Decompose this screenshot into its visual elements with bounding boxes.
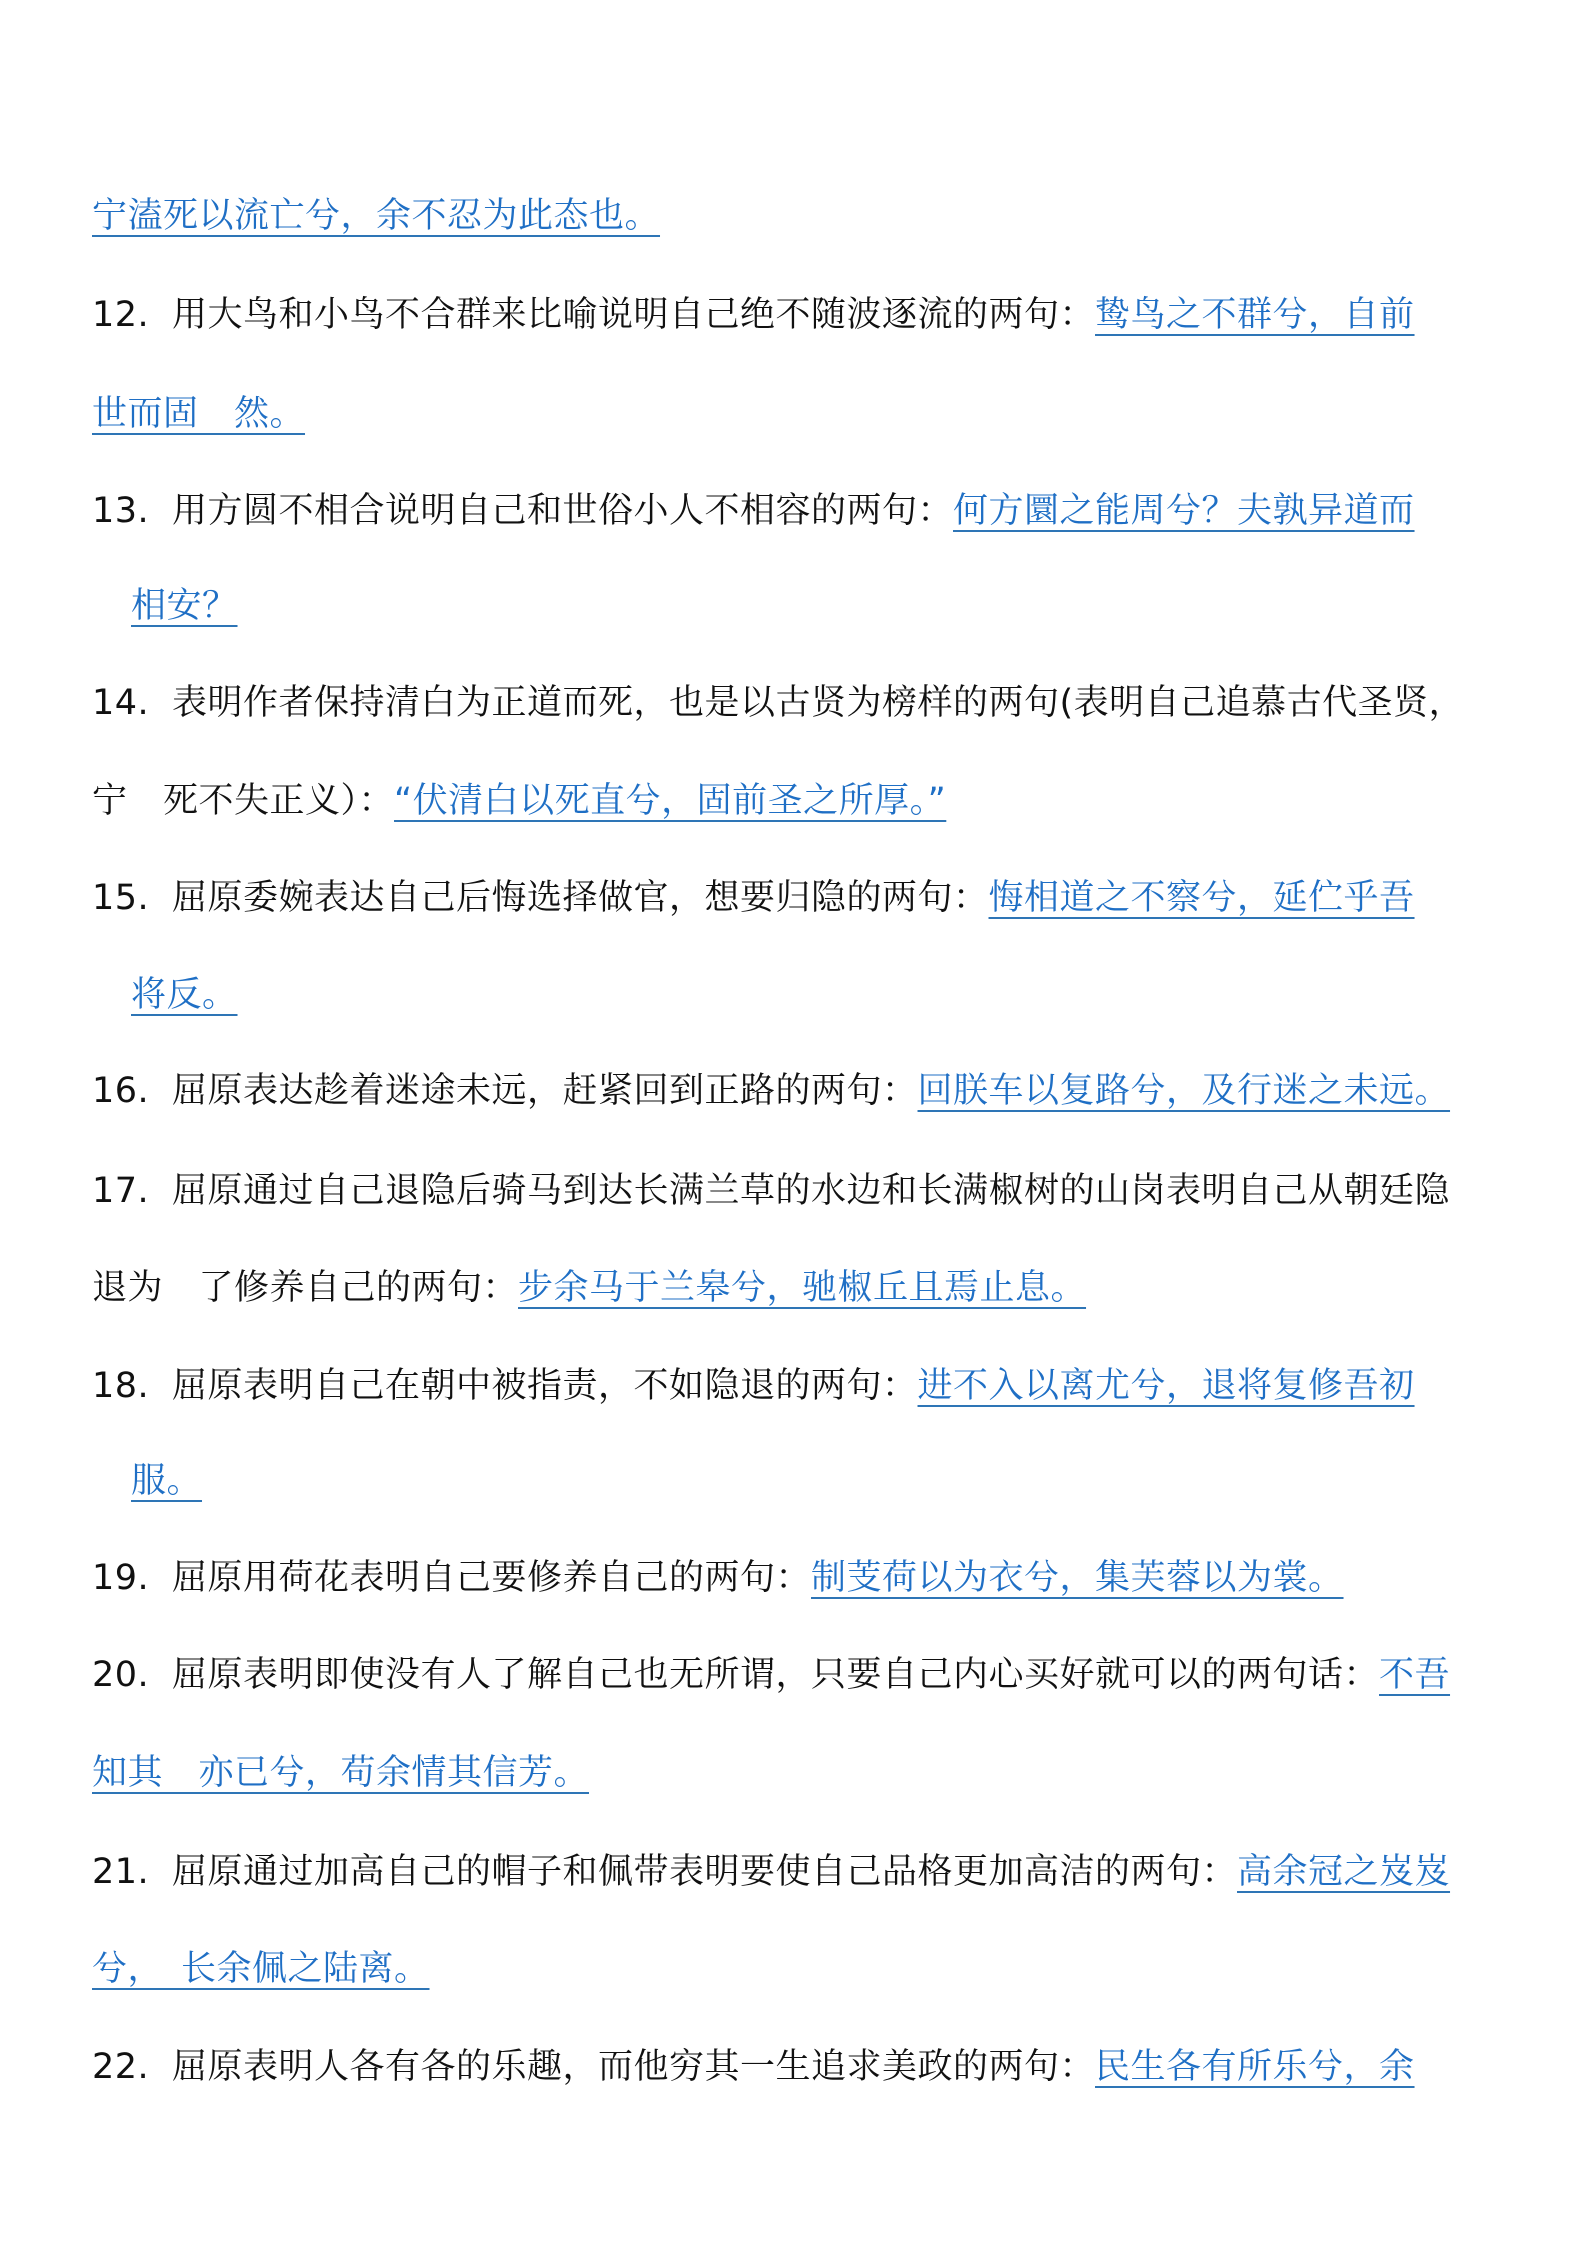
item-number: 18. xyxy=(92,1366,150,1406)
question-text: 退为 了修养自己的两句： xyxy=(92,1268,519,1308)
continuation-line xyxy=(92,391,323,437)
item-number: 17. xyxy=(92,1171,150,1211)
answer-text: 悔相道之不察兮，延伫乎吾 xyxy=(988,878,1415,918)
answer-text: 世而固 然。 xyxy=(92,394,306,434)
answer-text: 兮， 长余佩之陆离。 xyxy=(92,1949,430,1989)
item-number: 20. xyxy=(92,1655,150,1695)
answer-text: 不吾 xyxy=(1379,1655,1451,1695)
answer-text: 何方圜之能周兮？夫孰异道而 xyxy=(953,491,1415,531)
continuation-line xyxy=(92,778,964,824)
continuation-line xyxy=(92,1946,448,1992)
question-text: 屈原表明人各有各的乐趣，而他穷其一生追求美政的两句： xyxy=(172,2047,1096,2087)
question-text: 用方圆不相合说明自己和世俗小人不相容的两句： xyxy=(172,491,954,531)
item-number: 13. xyxy=(92,491,150,531)
item-number: 22. xyxy=(92,2047,150,2087)
answer-text: 步余马于兰皋兮，驰椒丘且焉止息。 xyxy=(518,1268,1087,1308)
question-text: 宁 死不失正义）： xyxy=(92,781,395,821)
answer-text: “伏清白以死直兮，固前圣之所厚。” xyxy=(394,781,947,821)
answer-text: 制芰荷以为衣兮，集芙蓉以为裳。 xyxy=(811,1558,1344,1598)
continuation-line xyxy=(92,1265,1104,1311)
question-item xyxy=(92,1363,1433,1409)
answer-text: 宁溘死以流亡兮，余不忍为此态也。 xyxy=(92,196,661,236)
question-item xyxy=(92,292,1433,338)
question-item xyxy=(92,488,1433,534)
question-item xyxy=(92,680,1464,726)
continuation-line xyxy=(131,972,256,1018)
question-item xyxy=(92,1068,1468,1114)
question-text: 屈原用荷花表明自己要修养自己的两句： xyxy=(172,1558,812,1598)
continuation-line xyxy=(131,1458,220,1504)
answer-text: 民生各有所乐兮，余 xyxy=(1095,2047,1415,2087)
question-text: 屈原表达趁着迷途未远，赶紧回到正路的两句： xyxy=(172,1071,918,1111)
question-text: 表明作者保持清白为正道而死，也是以古贤为榜样的两句(表明自己追慕古代圣贤， xyxy=(172,683,1465,723)
item-number: 21. xyxy=(92,1852,150,1892)
answer-text: 服。 xyxy=(131,1461,203,1501)
item-number: 14. xyxy=(92,683,150,723)
item-number: 16. xyxy=(92,1071,150,1111)
answer-text: 相安？ xyxy=(131,586,238,626)
question-text: 用大鸟和小鸟不合群来比喻说明自己绝不随波逐流的两句： xyxy=(172,295,1096,335)
question-item xyxy=(92,1555,1362,1601)
answer-text: 鸷鸟之不群兮，自前 xyxy=(1095,295,1415,335)
question-item xyxy=(92,1652,1468,1698)
answer-text: 回朕车以复路兮，及行迷之未远。 xyxy=(917,1071,1451,1111)
answer-text: 将反。 xyxy=(131,975,238,1015)
answer-text: 进不入以离尤兮，退将复修吾初 xyxy=(917,1366,1415,1406)
answer-text: 知其 亦已兮，苟余情其信芳。 xyxy=(92,1753,590,1793)
continuation-line xyxy=(92,193,678,239)
question-item xyxy=(92,2044,1433,2090)
question-text: 屈原表明自己在朝中被指责，不如隐退的两句： xyxy=(172,1366,918,1406)
item-number: 19. xyxy=(92,1558,150,1598)
question-text: 屈原委婉表达自己后悔选择做官，想要归隐的两句： xyxy=(172,878,989,918)
item-number: 15. xyxy=(92,878,150,918)
continuation-line xyxy=(131,583,256,629)
question-text: 屈原通过加高自己的帽子和佩带表明要使自己品格更加高洁的两句： xyxy=(172,1852,1238,1892)
answer-text: 高余冠之岌岌 xyxy=(1237,1852,1451,1892)
item-number: 12. xyxy=(92,295,150,335)
question-item xyxy=(92,875,1433,921)
continuation-line xyxy=(92,1750,607,1796)
question-item xyxy=(92,1849,1468,1895)
question-item xyxy=(92,1168,1450,1214)
question-text: 屈原表明即使没有人了解自己也无所谓，只要自己内心买好就可以的两句话： xyxy=(172,1655,1380,1695)
question-text: 屈原通过自己退隐后骑马到达长满兰草的水边和长满椒树的山岗表明自己从朝廷隐 xyxy=(172,1171,1451,1211)
